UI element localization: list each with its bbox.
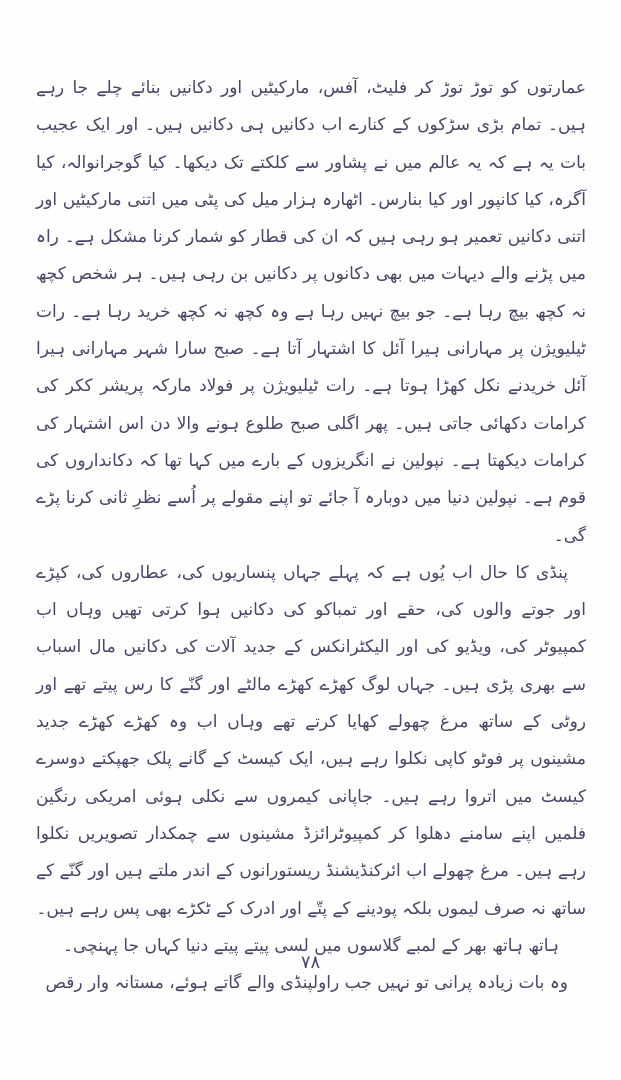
paragraph-2: پنڈی کا حال اب یُوں ہے کہ پہلے جہاں پنساریوں کی، عطاروں کی، کپڑے اور جوتے والوں کی، حقے اور تمباکو کی دکانیں ہوا کرتی تھیں وہاں اب کمپیوٹر کی، ویڈیو کی اور الیکٹرانکس کے جدید آلات کی دکانیں مال اسباب سے بھری پڑی ہیں۔ جہاں لوگ کھڑے کھڑے مالٹے اور گنّے کا رس پیتے تھے اور روٹی کے ساتھ مرغ چھولے کھایا کرتے تھے وہاں اب وہ کھڑے کھڑے جدید مشینوں پر فوٹو کاپی نکلوا رہے ہیں، ایک کیسٹ کے گانے پلک جھپکتے دوسرے کیسٹ میں اتروا رہے ہیں۔ جاپانی کیمروں سے نکلی ہوئی امریکی رنگین فلمیں اپنے سامنے دھلوا کر کمپیوٹرائزڈ مشینوں سے چمکدار تصویریں نکلوا رہے ہیں۔ مرغ چھولے اب ائرکنڈیشنڈ ریستورانوں کے اندر ملتے ہیں اور گنّے کے ساتھ نہ صرف لیموں بلکہ پودینے کے پتّے اور ادرک کے ٹکڑے بھی پس رہے ہیں۔: [36, 562, 586, 919]
page-number: ۷۸: [300, 952, 321, 973]
paragraph-3: ہاتھ ہاتھ بھر کے لمبے گلاسوں میں لسی پیتے پیتے دنیا کہاں جا پہنچی۔: [63, 935, 559, 956]
paragraph-4: وہ بات زیادہ پرانی تو نہیں جب راولپنڈی والے گاتے ہوئے، مستانہ وار رقص: [45, 973, 568, 994]
paragraph-1: عمارتوں کو توڑ توڑ کر فلیٹ، آفس، مارکیٹیں اور دکانیں بنائے چلے جا رہے ہیں۔ تمام بڑی سڑکوں کے کنارے اب دکانیں ہی دکانیں ہیں۔ اور ایک عجیب بات یہ ہے کہ یہ عالم میں نے پشاور سے کلکتے تک دیکھا۔ کیا گوجرانوالہ، کیا آگرہ، کیا کانپور اور کیا بنارس۔ اٹھارہ ہزار میل کی پٹی میں اتنی مارکیٹیں اور اتنی دکانیں تعمیر ہو رہی ہیں کہ ان کی قطار کو شمار کرنا مشکل ہے۔ راہ میں پڑنے والے دیہات میں بھی دکانوں پر دکانیں بن رہی ہیں۔ ہر شخص کچھ نہ کچھ بیچ رہا ہے۔ جو بیچ نہیں رہا ہے وہ کچھ نہ کچھ خرید رہا ہے۔ رات ٹیلیویژن پر مہارانی ہیرا آئل کا اشتہار آتا ہے۔ صبح سارا شہر مہارانی ہیرا آئل خریدنے نکل کھڑا ہوتا ہے۔ رات ٹیلیویژن پر فولاد مارکہ پریشر ککر کی کرامات دکھائی جاتی ہیں۔ پھر اگلی صبح طلوع ہونے والا دن اس اشتہار کی کرامات دیکھتا ہے۔ نپولین نے انگریزوں کے بارے میں کہا تھا کہ دکانداروں کی قوم ہے۔ نپولین دنیا میں دوبارہ آ جائے تو اپنے مقولے پر اُسے نظرِ ثانی کرنا پڑے گی۔: [36, 78, 586, 546]
page-text: [36, 70, 586, 1002]
